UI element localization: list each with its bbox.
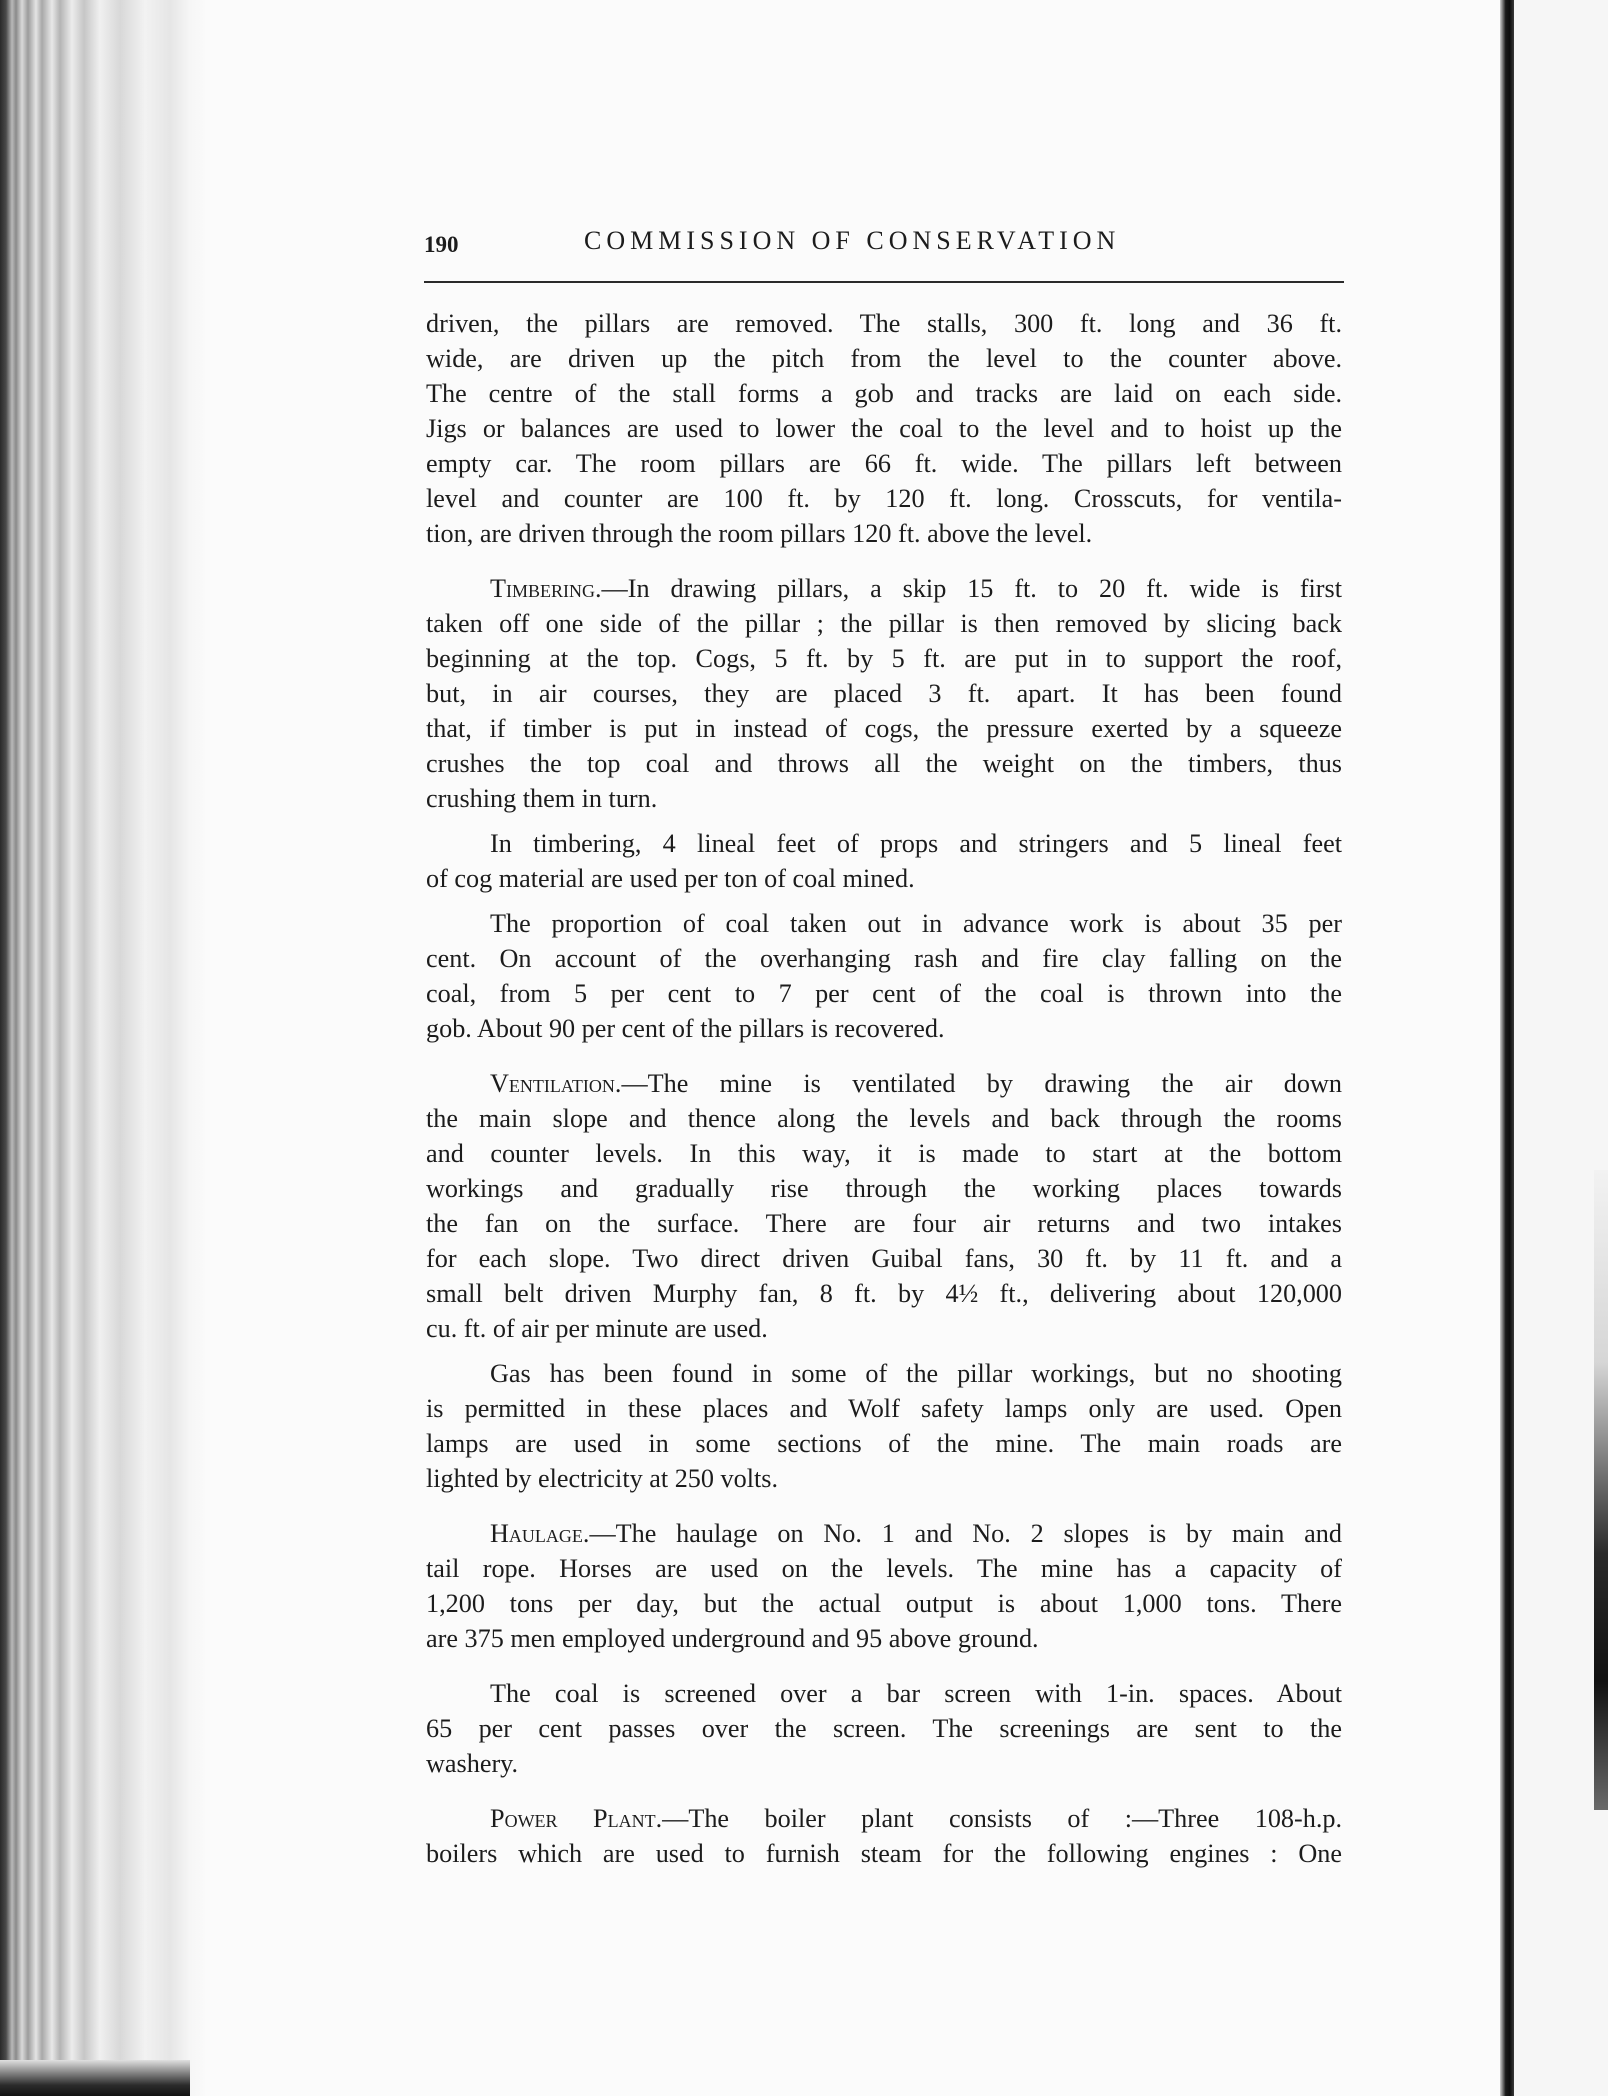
header-rule <box>424 281 1344 283</box>
text-line: taken off one side of the pillar ; the pillar is then removed by slicing back <box>426 609 1342 638</box>
text-line: cent. On account of the overhanging rash and fire clay falling on the <box>426 944 1342 973</box>
text-line: In timbering, 4 lineal feet of props and stringers and 5 lineal feet <box>490 829 1342 858</box>
paragraph-gas <box>426 1356 1342 1496</box>
paragraph-screening <box>426 1676 1342 1781</box>
section-heading: Power Plant. <box>490 1804 663 1833</box>
text-line: are 375 men employed underground and 95 above ground. <box>426 1624 1039 1653</box>
section-heading: Ventilation. <box>490 1069 622 1098</box>
text-line: Timbering.—In drawing pillars, a skip 15 ft. to 20 ft. wide is first <box>490 574 1342 603</box>
text-line: wide, are driven up the pitch from the level to the counter above. <box>426 344 1342 373</box>
page-header <box>424 226 1344 266</box>
paragraph-coal-proportion <box>426 906 1342 1046</box>
text-line: beginning at the top. Cogs, 5 ft. by 5 ft. are put in to support the roof, <box>426 644 1342 673</box>
text-line: the main slope and thence along the levels and back through the rooms <box>426 1104 1342 1133</box>
paragraph-timbering <box>426 571 1342 816</box>
text-line: workings and gradually rise through the working places towards <box>426 1174 1342 1203</box>
text-line: empty car. The room pillars are 66 ft. wide. The pillars left between <box>426 449 1342 478</box>
text-line: of cog material are used per ton of coal mined. <box>426 864 915 893</box>
section-heading: Haulage. <box>490 1519 590 1548</box>
text-line: cu. ft. of air per minute are used. <box>426 1314 768 1343</box>
text-line: and counter levels. In this way, it is made to start at the bottom <box>426 1139 1342 1168</box>
page-body <box>426 306 1342 1871</box>
text-line: for each slope. Two direct driven Guibal fans, 30 ft. by 11 ft. and a <box>426 1244 1342 1273</box>
text-line: tail rope. Horses are used on the levels. The mine has a capacity of <box>426 1554 1342 1583</box>
text-line: Gas has been found in some of the pillar workings, but no shooting <box>490 1359 1342 1388</box>
text-line: Ventilation.—The mine is ventilated by drawing the air down <box>490 1069 1342 1098</box>
text-line: lighted by electricity at 250 volts. <box>426 1464 778 1493</box>
paragraph-timbering-material <box>426 826 1342 896</box>
paragraph-stalls <box>426 306 1342 551</box>
text-line: gob. About 90 per cent of the pillars is recovered. <box>426 1014 945 1043</box>
book-spine-shadow <box>0 2060 190 2096</box>
text-line: Jigs or balances are used to lower the coal to the level and to hoist up the <box>426 414 1342 443</box>
text-line: The centre of the stall forms a gob and tracks are laid on each side. <box>426 379 1342 408</box>
text-line: boilers which are used to furnish steam for the following engines : One <box>426 1839 1342 1868</box>
text-line: The coal is screened over a bar screen with 1-in. spaces. About <box>490 1679 1342 1708</box>
paragraph-haulage <box>426 1516 1342 1656</box>
text-line: driven, the pillars are removed. The stalls, 300 ft. long and 36 ft. <box>426 309 1342 338</box>
text-line: Power Plant.—The boiler plant consists of :—Three 108-h.p. <box>490 1804 1343 1833</box>
text-line: level and counter are 100 ft. by 120 ft. long. Crosscuts, for ventila- <box>426 484 1342 513</box>
text-line: washery. <box>426 1749 519 1778</box>
paragraph-ventilation <box>426 1066 1342 1346</box>
text-line: Haulage.—The haulage on No. 1 and No. 2 slopes is by main and <box>490 1519 1342 1548</box>
section-heading: Timbering. <box>490 574 602 603</box>
text-line: 65 per cent passes over the screen. The screenings are sent to the <box>426 1714 1342 1743</box>
text-line: crushing them in turn. <box>426 784 658 813</box>
page-number: 190 <box>424 232 459 257</box>
text-line: 1,200 tons per day, but the actual output is about 1,000 tons. There <box>426 1589 1342 1618</box>
paragraph-power-plant <box>426 1801 1342 1871</box>
running-title: COMMISSION OF CONSERVATION <box>584 226 1121 255</box>
right-page-tab-edge <box>1594 1170 1608 1810</box>
text-line: the fan on the surface. There are four air returns and two intakes <box>426 1209 1342 1238</box>
book-spine-edge <box>0 0 205 2096</box>
text-line: The proportion of coal taken out in advance work is about 35 per <box>490 909 1342 938</box>
text-line: but, in air courses, they are placed 3 ft. apart. It has been found <box>426 679 1342 708</box>
text-line: tion, are driven through the room pillars 120 ft. above the level. <box>426 519 1093 548</box>
text-line: crushes the top coal and throws all the weight on the timbers, thus <box>426 749 1342 778</box>
text-line: is permitted in these places and Wolf safety lamps only are used. Open <box>426 1394 1342 1423</box>
text-line: lamps are used in some sections of the mine. The main roads are <box>426 1429 1342 1458</box>
text-line: that, if timber is put in instead of cogs, the pressure exerted by a squeeze <box>426 714 1342 743</box>
right-binding-line <box>1500 0 1514 2096</box>
text-line: small belt driven Murphy fan, 8 ft. by 4½ ft., delivering about 120,000 <box>426 1279 1342 1308</box>
text-line: coal, from 5 per cent to 7 per cent of the coal is thrown into the <box>426 979 1342 1008</box>
